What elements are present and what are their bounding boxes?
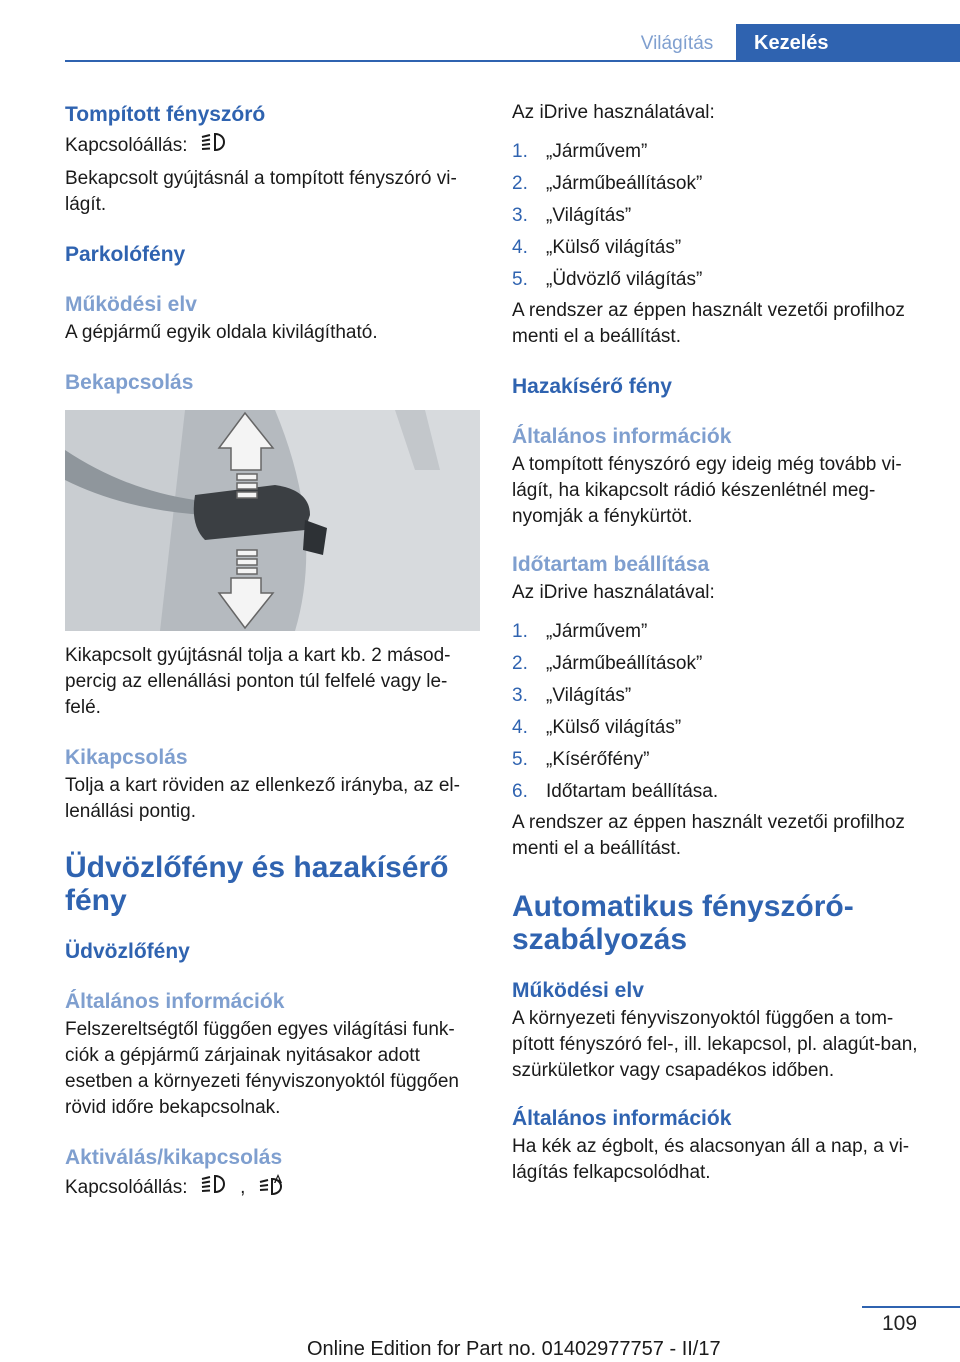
list-item: 5. „Üdvözlő világítás” — [512, 269, 703, 290]
list-item: 2. „Járműbeállítások” — [512, 173, 703, 194]
welcome-title: Üdvözlőfény és hazakísérő fény — [65, 851, 449, 917]
home-idrive-label: Az iDrive használatával: — [512, 582, 715, 603]
lever-figure — [65, 410, 480, 631]
left-column — [65, 100, 483, 1203]
parking-on-title: Bekapcsolás — [65, 371, 194, 394]
low-beam-title: Tompított fényszóró — [65, 103, 266, 126]
low-beam-icon — [201, 1174, 229, 1202]
home-title: Hazakísérő fény — [512, 375, 672, 398]
home-duration-title: Időtartam beállítása — [512, 553, 710, 576]
parking-principle-text: A gépjármű egyik oldala kivilágítható. — [65, 322, 378, 343]
parking-off-text: Tolja a kart röviden az ellenkező irányba, az el-lenállási pontig. — [65, 775, 460, 822]
header-chapter: Kezelés — [736, 24, 960, 62]
list-item: 6. Időtartam beállítása. — [512, 781, 719, 802]
auto-general-title: Általános információk — [512, 1107, 732, 1130]
home-profile-text: A rendszer az éppen használt vezetői profilhoz menti el a beállítást. — [512, 812, 905, 859]
home-general-title: Általános információk — [512, 425, 732, 448]
list-item: 3. „Világítás” — [512, 205, 632, 226]
welcome-general-text: Felszereltségtől függően egyes világítási funk-ciók a gépjármű zárjainak nyitásakor adott esetben a környezeti fényviszonyoktól függően rövid időre bekapcsolnak. — [65, 1019, 459, 1118]
header-section: Világítás — [640, 33, 714, 54]
parking-off-title: Kikapcsolás — [65, 746, 188, 769]
footer-edition: Online Edition for Part no. 01402977757 - II/17 — [307, 1338, 721, 1360]
idrive-label: Az iDrive használatával: — [512, 102, 715, 123]
list-item: 2. „Járműbeállítások” — [512, 653, 703, 674]
low-beam-switch-label: Kapcsolóállás: — [65, 135, 188, 157]
auto-general-text: Ha kék az égbolt, és alacsonyan áll a nap, a vi-lágítás felkapcsolódhat. — [512, 1136, 910, 1183]
profile-text: A rendszer az éppen használt vezetői profilhoz menti el a beállítást. — [512, 300, 905, 347]
home-general-text: A tompított fényszóró egy ideig még tovább vi-lágít, ha kikapcsolt rádió készenlétnél meg-nyomják a fénykürtöt. — [512, 454, 902, 527]
right-column — [512, 100, 932, 1186]
header-divider — [65, 60, 960, 62]
low-beam-text: Bekapcsolt gyújtásnál a tompított fényszóró vi-lágít. — [65, 168, 457, 215]
switch-separator: , — [240, 1177, 246, 1199]
list-item: 1. „Járművem” — [512, 141, 648, 162]
welcome-activate-title: Aktiválás/kikapcsolás — [65, 1146, 283, 1169]
welcome-general-title: Általános információk — [65, 990, 285, 1013]
parking-title: Parkolófény — [65, 243, 186, 266]
lever-text: Kikapcsolt gyújtásnál tolja a kart kb. 2 másod-percig az ellenállási ponton túl felfelé vagy le-felé. — [65, 645, 451, 718]
list-item: 1. „Járművem” — [512, 621, 648, 642]
list-item: 3. „Világítás” — [512, 685, 632, 706]
welcome-switch-label: Kapcsolóállás: — [65, 1177, 188, 1199]
welcome-switch — [65, 1173, 483, 1203]
page-number: 109 — [881, 1312, 918, 1335]
auto-light-icon — [259, 1173, 287, 1203]
auto-principle-title: Működési elv — [512, 979, 644, 1002]
auto-principle-text: A környezeti fényviszonyoktól függően a tom-pított fényszóró fel-, ill. lekapcsol, pl. alagút-ban, szürkületkor vagy csapadékos időben. — [512, 1008, 918, 1081]
parking-principle-title: Működési elv — [65, 293, 197, 316]
auto-title: Automatikus fényszóró-szabályozás — [512, 890, 854, 956]
welcome-sub-title: Üdvözlőfény — [65, 940, 190, 963]
list-item: 4. „Külső világítás” — [512, 717, 682, 738]
low-beam-switch — [65, 132, 483, 160]
list-item: 5. „Kísérőfény” — [512, 749, 650, 770]
footer-divider — [862, 1306, 960, 1308]
welcome-steps — [512, 136, 932, 296]
low-beam-icon — [201, 132, 229, 160]
home-steps — [512, 616, 932, 808]
list-item: 4. „Külső világítás” — [512, 237, 682, 258]
